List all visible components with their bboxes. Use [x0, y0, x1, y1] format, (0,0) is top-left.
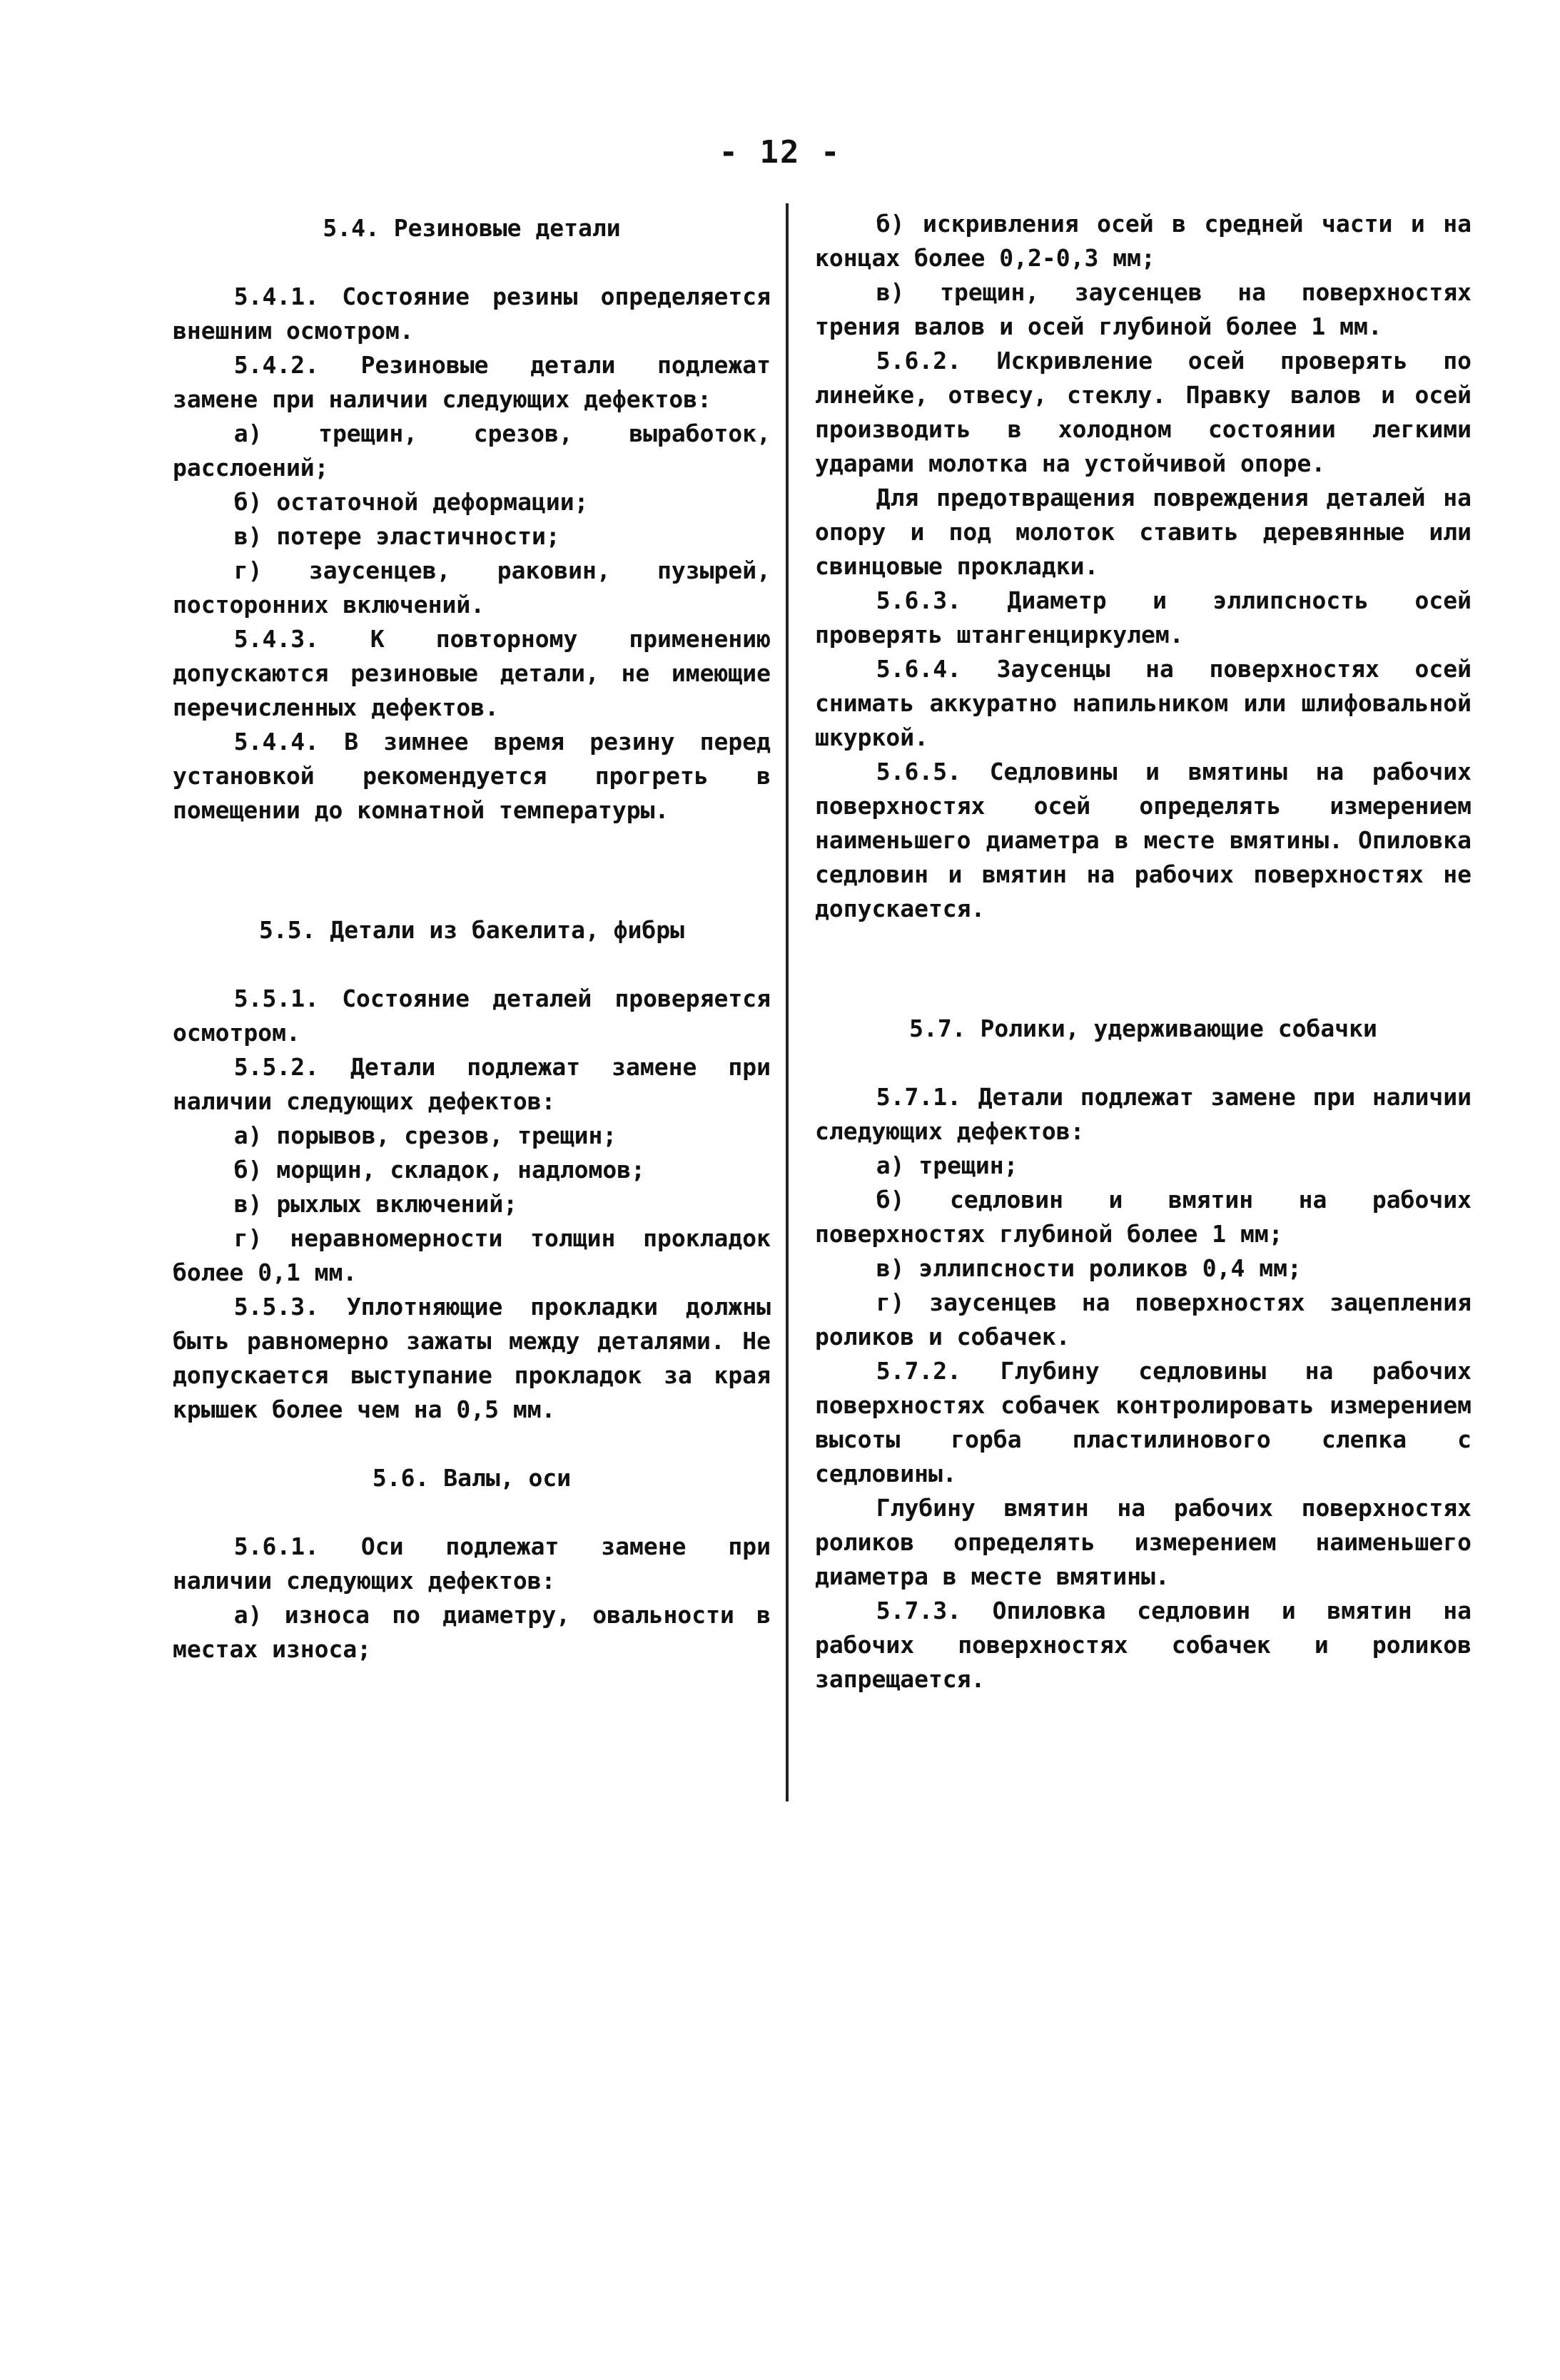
paragraph-5-7-2-cont: Глубину вмятин на рабочих поверхностях роликов определять измерением наименьшего диаметра в месте вмятины.	[815, 1494, 1472, 1590]
list-item: в) рыхлых включений;	[233, 1190, 518, 1218]
list-item: а) трещин;	[876, 1151, 1018, 1179]
paragraph-5-5-3: 5.5.3. Уплотняющие прокладки должны быть равномерно зажаты между деталями. Не допускается выступание прокладок за края крышек более чем на 0,5 мм.	[173, 1293, 771, 1423]
paragraph-5-6-2: 5.6.2. Искривление осей проверять по линейке, отвесу, стеклу. Правку валов и осей производить в холодном состоянии легкими ударами молотка на устойчивой опоре.	[815, 347, 1472, 477]
list-item: г) заусенцев на поверхностях зацепления роликов и собачек.	[815, 1288, 1472, 1351]
list-item: в) эллипсности роликов 0,4 мм;	[876, 1254, 1302, 1282]
list-item: б) искривления осей в средней части и на концах более 0,2-0,3 мм;	[815, 210, 1472, 272]
paragraph-5-6-1: 5.6.1. Оси подлежат замене при наличии следующих дефектов:	[173, 1532, 771, 1595]
list-item: б) седловин и вмятин на рабочих поверхностях глубиной более 1 мм;	[815, 1186, 1472, 1248]
section-heading-5-4: 5.4. Резиновые детали	[323, 214, 621, 242]
list-item: а) износа по диаметру, овальности в местах износа;	[173, 1601, 771, 1663]
section-heading-5-7: 5.7. Ролики, удерживающие собачки	[909, 1014, 1377, 1042]
list-item: в) потере эластичности;	[233, 522, 560, 550]
right-column	[815, 207, 1472, 1697]
paragraph-5-6-2-cont: Для предотвращения повреждения деталей на опору и под молоток ставить деревянные или свинцовые прокладки.	[815, 484, 1472, 580]
paragraph-5-4-2: 5.4.2. Резиновые детали подлежат замене при наличии следующих дефектов:	[173, 351, 771, 413]
paragraph-5-4-1: 5.4.1. Состояние резины определяется внешним осмотром.	[173, 283, 771, 345]
list-item: б) морщин, складок, надломов;	[233, 1156, 645, 1184]
list-item: в) трещин, заусенцев на поверхностях трения валов и осей глубиной более 1 мм.	[815, 278, 1472, 340]
paragraph-5-7-3: 5.7.3. Опиловка седловин и вмятин на рабочих поверхностях собачек и роликов запрещается.	[815, 1597, 1472, 1693]
paragraph-5-4-3: 5.4.3. К повторному применению допускаются резиновые детали, не имеющие перечисленных дефектов.	[173, 625, 771, 721]
list-item: а) трещин, срезов, выработок, расслоений;	[173, 419, 771, 482]
paragraph-5-4-4: 5.4.4. В зимнее время резину перед установкой рекомендуется прогреть в помещении до комнатной температуры.	[173, 728, 771, 824]
list-item: б) остаточной деформации;	[233, 488, 589, 516]
left-column	[173, 211, 771, 1667]
page-number: - 12 -	[719, 134, 841, 171]
list-item: г) заусенцев, раковин, пузырей, посторонних включений.	[173, 556, 771, 619]
paragraph-5-6-3: 5.6.3. Диаметр и эллипсность осей проверять штангенциркулем.	[815, 586, 1472, 649]
column-divider	[786, 203, 789, 1801]
section-heading-5-5: 5.5. Детали из бакелита, фибры	[258, 916, 685, 944]
paragraph-5-6-4: 5.6.4. Заусенцы на поверхностях осей снимать аккуратно напильником или шлифовальной шкуркой.	[815, 655, 1472, 751]
paragraph-5-5-2: 5.5.2. Детали подлежат замене при наличии следующих дефектов:	[173, 1053, 771, 1115]
paragraph-5-7-1: 5.7.1. Детали подлежат замене при наличии следующих дефектов:	[815, 1083, 1472, 1145]
paragraph-5-7-2: 5.7.2. Глубину седловины на рабочих поверхностях собачек контролировать измерением высоты горба пластилинового слепка с седловины.	[815, 1357, 1472, 1488]
section-heading-5-6: 5.6. Валы, оси	[372, 1464, 572, 1492]
list-item: а) порывов, срезов, трещин;	[233, 1122, 617, 1149]
paragraph-5-5-1: 5.5.1. Состояние деталей проверяется осмотром.	[173, 985, 771, 1047]
list-item: г) неравномерности толщин прокладок более 0,1 мм.	[173, 1224, 771, 1286]
paragraph-5-6-5: 5.6.5. Седловины и вмятины на рабочих поверхностях осей определять измерением наименьшего диаметра в месте вмятины. Опиловка седловин и вмятин на рабочих поверхностях не допускается.	[815, 758, 1472, 922]
